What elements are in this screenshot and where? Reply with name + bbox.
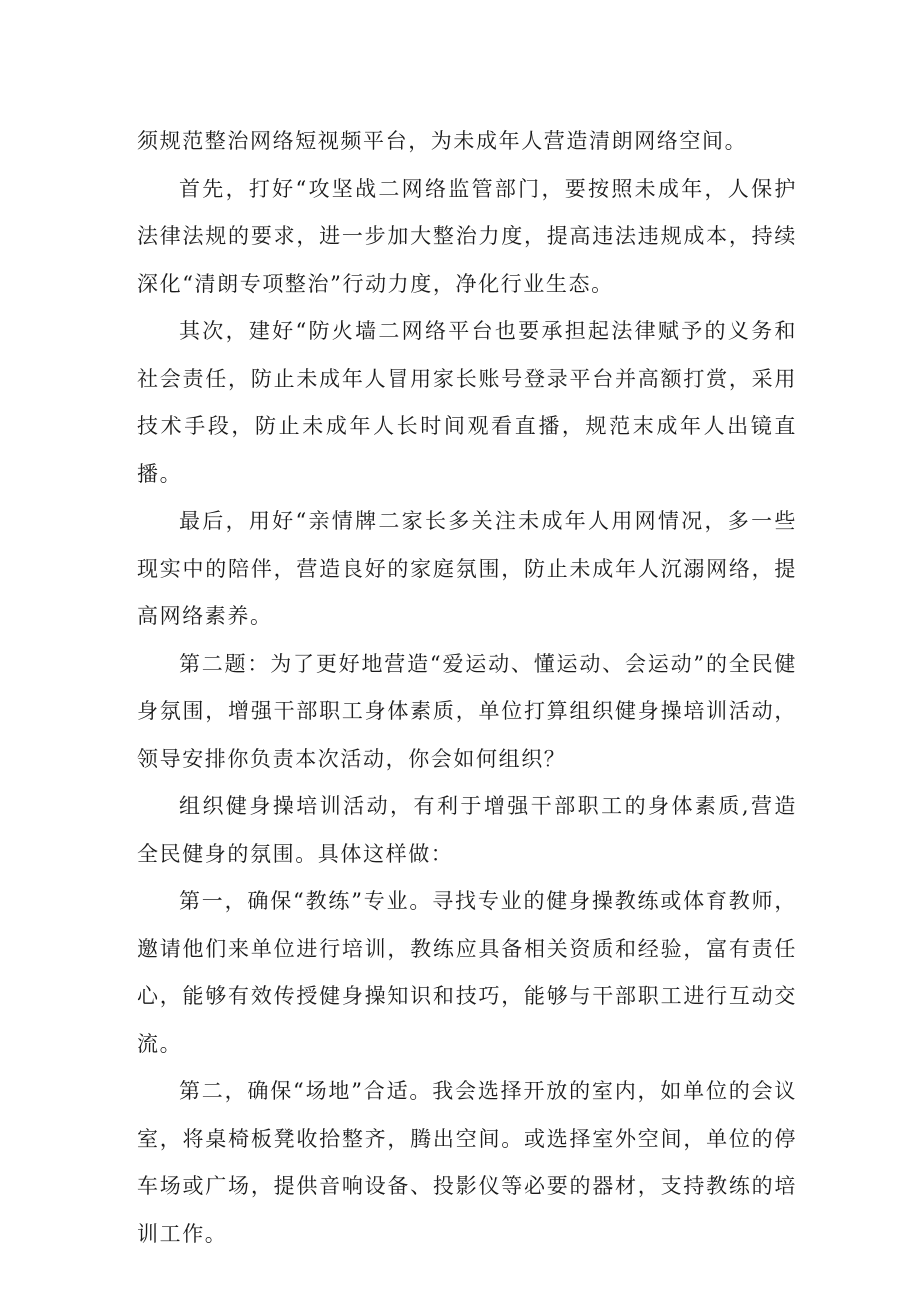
document-body	[137, 118, 797, 1258]
answer-point-one: 第一，确保“教练”专业。寻找专业的健身操教练或体育教师，邀请他们来单位进行培训，教练应具备相关资质和经验，富有责任心，能够有效传授健身操知识和技巧，能够与干部职工进行互动交流。	[137, 889, 797, 1056]
paragraph-continuation: 须规范整治网络短视频平台，为未成年人营造清朗网络空间。	[137, 129, 748, 153]
paragraph-first: 首先，打好“攻坚战二网络监管部门，要按照未成年，人保护法律法规的要求，进一步加大整治力度，提高违法违规成本，持续深化“清朗专项整治”行动力度，净化行业生态。	[137, 176, 797, 296]
paragraph-second: 其次，建好“防火墙二网络平台也要承担起法律赋予的义务和社会责任，防止未成年人冒用家长账号登录平台并高额打赏，采用技术手段，防止未成年人长时间观看直播，规范末成年人出镜直播。	[137, 319, 797, 486]
answer-intro: 组织健身操培训活动，有利于增强干部职工的身体素质,营造全民健身的氛围。具体这样做：	[137, 794, 797, 866]
answer-point-two: 第二，确保“场地”合适。我会选择开放的室内，如单位的会议室，将桌椅板凳收拾整齐，腾出空间。或选择室外空间，单位的停车场或广场，提供音响设备、投影仪等必要的器材，支持教练的培训工作。	[137, 1079, 797, 1246]
paragraph-last: 最后，用好“亲情牌二家长多关注未成年人用网情况，多一些现实中的陪伴，营造良好的家庭氛围，防止未成年人沉溺网络，提高网络素养。	[137, 509, 797, 628]
question-two: 第二题：为了更好地营造“爱运动、懂运动、会运动”的全民健身氛围，增强干部职工身体素质，单位打算组织健身操培训活动，领导安排你负责本次活动，你会如何组织？	[137, 651, 797, 771]
